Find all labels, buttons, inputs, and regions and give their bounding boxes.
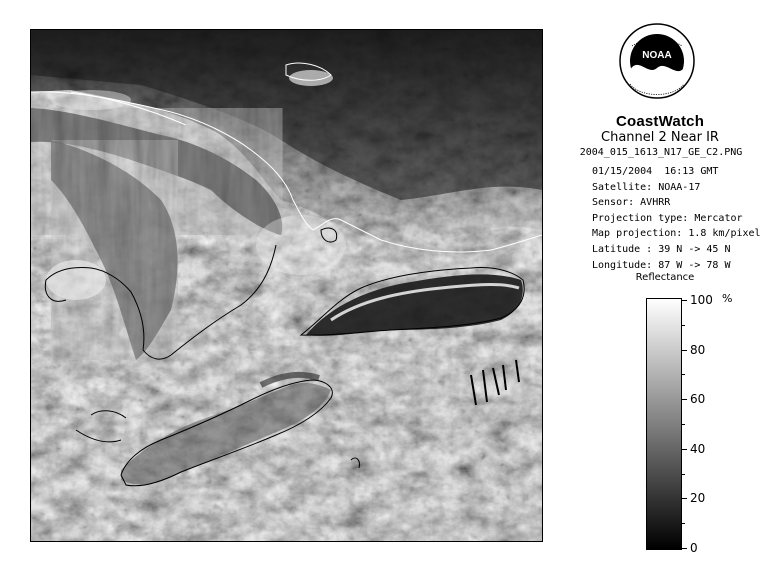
file-name: 2004_015_1613_N17_GE_C2.PNG [579, 147, 743, 158]
colorbar-tick [682, 548, 687, 549]
colorbar-minor-tick [682, 424, 685, 425]
colorbar-tick [682, 449, 687, 450]
colorbar-tick-label: 0 [690, 541, 698, 555]
acquisition-time: 16:13 GMT [664, 166, 719, 177]
colorbar-unit: % [722, 292, 733, 305]
acquisition-datetime [592, 164, 761, 180]
colorbar-minor-tick [682, 474, 685, 475]
brand-title: CoastWatch [615, 113, 705, 130]
noaa-logo [618, 22, 696, 112]
colorbar-tick [682, 498, 687, 499]
noaa-seal-icon [618, 22, 696, 112]
longitude-info: Longitude: 87 W -> 78 W [592, 259, 731, 271]
colorbar-tick-label: 80 [690, 342, 706, 357]
noaa-logo-text: NOAA [642, 50, 672, 61]
acquisition-date: 01/15/2004 [592, 166, 653, 177]
colorbar-minor-tick [682, 523, 685, 524]
sensor-info: Sensor: AVHRR [592, 197, 671, 209]
colorbar-tick-label: 40 [690, 441, 706, 456]
satellite-image-svg [31, 30, 542, 541]
channel-label: Channel 2 Near IR [601, 130, 719, 145]
colorbar [646, 298, 682, 550]
latitude-info: Latitude : 39 N -> 45 N [592, 243, 731, 255]
map-projection-info: Map projection: 1.8 km/pixel [592, 228, 761, 240]
metadata-panel [592, 164, 761, 273]
colorbar-tick [682, 300, 687, 301]
satellite-image [30, 29, 543, 542]
projection-type-info: Projection type: Mercator [592, 212, 743, 224]
colorbar-tick [682, 350, 687, 351]
colorbar-minor-tick [682, 374, 685, 375]
colorbar-minor-tick [682, 325, 685, 326]
colorbar-tick [682, 399, 687, 400]
colorbar-tick-label: 100 [690, 293, 713, 307]
colorbar-tick-label: 20 [690, 491, 706, 506]
colorbar-title: Reflectance [635, 272, 695, 283]
colorbar-tick-label: 60 [690, 392, 706, 407]
satellite-info: Satellite: NOAA-17 [592, 181, 701, 193]
